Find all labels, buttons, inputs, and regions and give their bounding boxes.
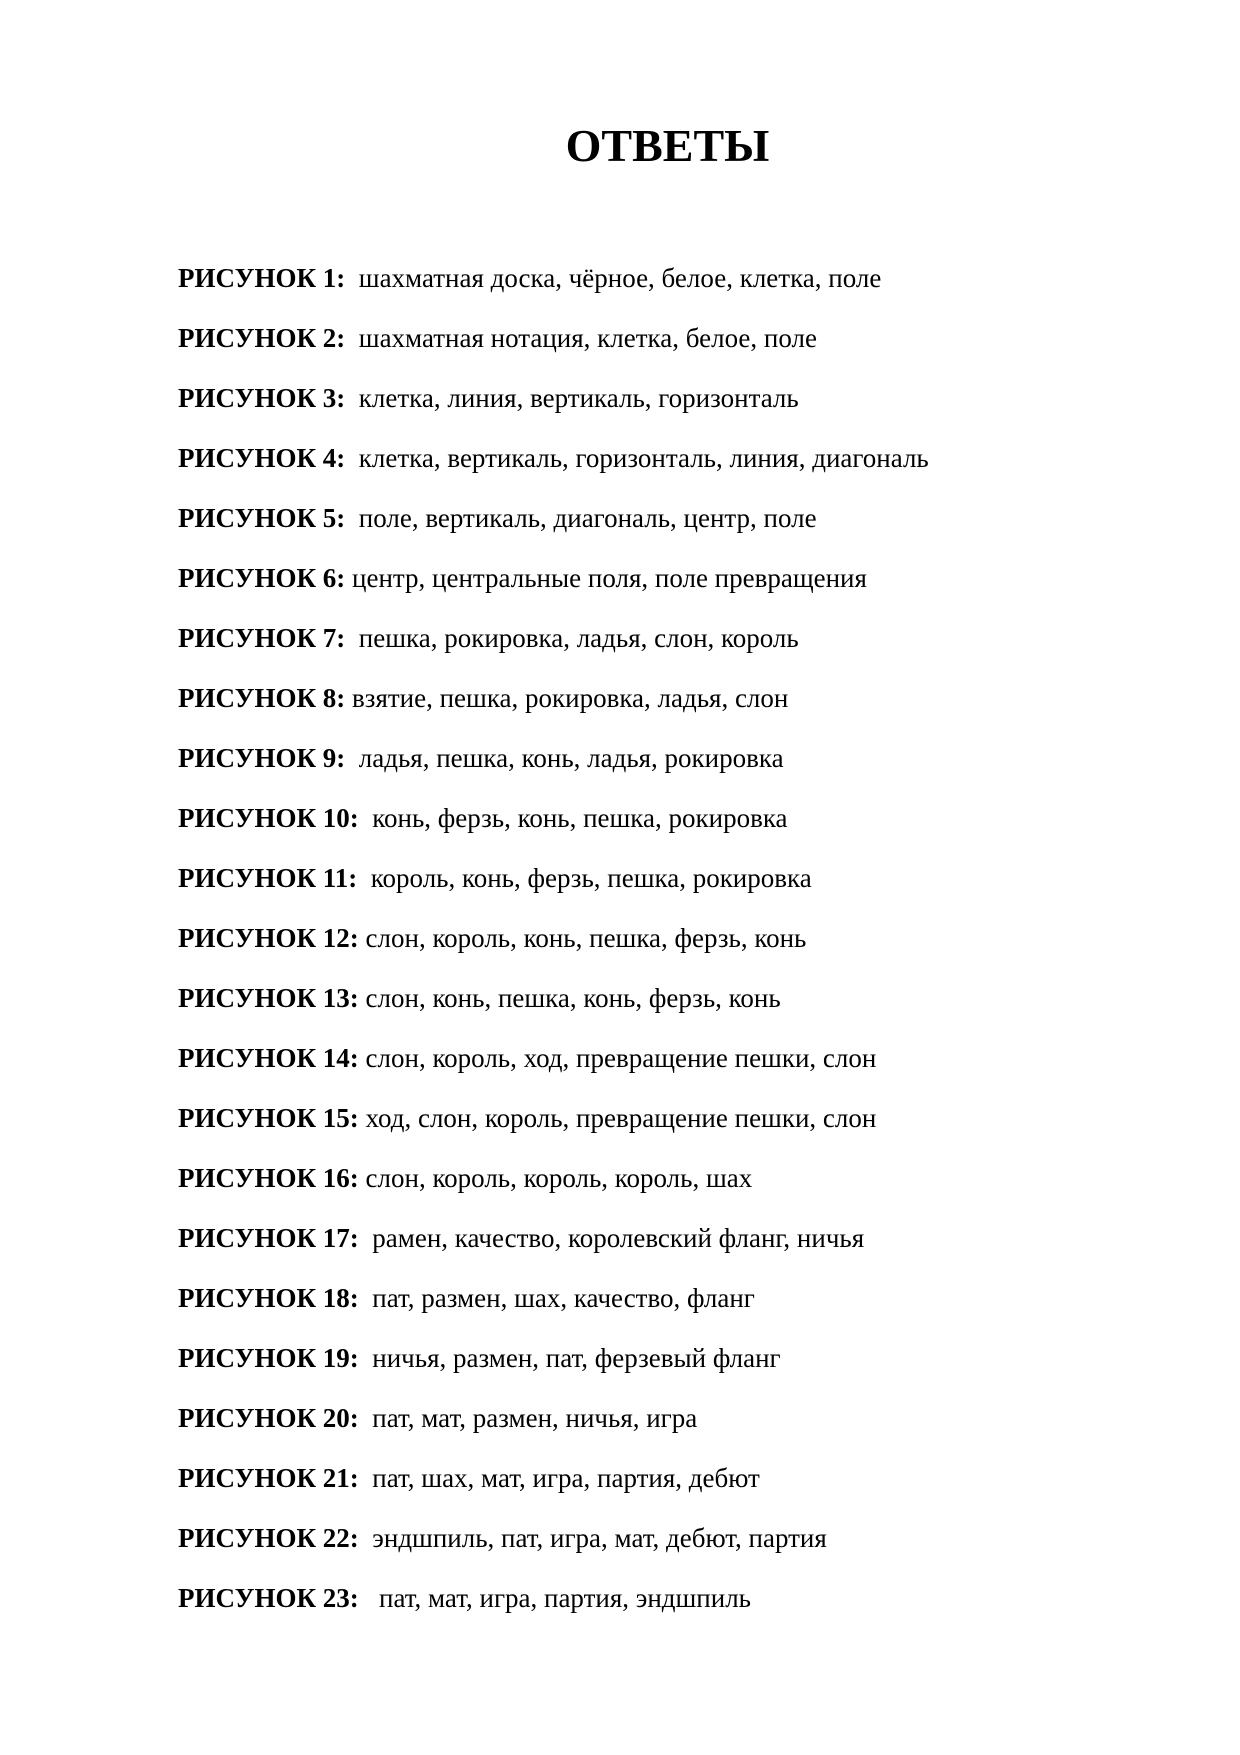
answer-label: РИСУНОК 12: (178, 923, 359, 953)
answer-row-8 (178, 674, 1178, 734)
answer-row-4 (178, 434, 1178, 494)
answer-label: РИСУНОК 3: (178, 383, 346, 413)
answer-row-20 (178, 1394, 1178, 1454)
answer-label: РИСУНОК 16: (178, 1163, 359, 1193)
answer-text: клетка, вертикаль, горизонталь, линия, диагональ (345, 443, 929, 473)
answer-text: слон, конь, пешка, конь, ферзь, конь (358, 983, 781, 1013)
answer-label: РИСУНОК 1: (178, 263, 346, 293)
answer-label: РИСУНОК 6: (178, 563, 346, 593)
answer-label: РИСУНОК 20: (178, 1403, 359, 1433)
answer-text: слон, король, ход, превращение пешки, слон (358, 1043, 877, 1073)
answer-label: РИСУНОК 7: (178, 623, 346, 653)
answer-label: РИСУНОК 19: (178, 1343, 359, 1373)
answer-label: РИСУНОК 8: (178, 683, 346, 713)
answer-label: РИСУНОК 5: (178, 503, 346, 533)
answer-row-2 (178, 314, 1178, 374)
answer-text: взятие, пешка, рокировка, ладья, слон (345, 683, 789, 713)
answers-list (178, 254, 1178, 1634)
answer-row-9 (178, 734, 1178, 794)
answer-label: РИСУНОК 21: (178, 1463, 359, 1493)
answer-label: РИСУНОК 13: (178, 983, 359, 1013)
answer-text: центр, центральные поля, поле превращения (345, 563, 867, 593)
answer-row-13 (178, 974, 1178, 1034)
answer-label: РИСУНОК 2: (178, 323, 346, 353)
answer-text: клетка, линия, вертикаль, горизонталь (345, 383, 799, 413)
answer-text: эндшпиль, пат, игра, мат, дебют, партия (358, 1523, 827, 1553)
answer-row-5 (178, 494, 1178, 554)
answer-label: РИСУНОК 11: (178, 863, 358, 893)
answer-label: РИСУНОК 4: (178, 443, 346, 473)
answer-text: пат, мат, размен, ничья, игра (358, 1403, 698, 1433)
answer-label: РИСУНОК 15: (178, 1103, 359, 1133)
answer-text: слон, король, король, король, шах (358, 1163, 753, 1193)
answer-row-7 (178, 614, 1178, 674)
answer-row-12 (178, 914, 1178, 974)
answer-text: шахматная доска, чёрное, белое, клетка, поле (345, 263, 882, 293)
answer-text: поле, вертикаль, диагональ, центр, поле (345, 503, 817, 533)
page-title: ОТВЕТЫ (565, 120, 770, 171)
answer-label: РИСУНОК 18: (178, 1283, 359, 1313)
answer-row-15 (178, 1094, 1178, 1154)
answer-text: пат, размен, шах, качество, фланг (358, 1283, 755, 1313)
answer-text: пат, шах, мат, игра, партия, дебют (358, 1463, 760, 1493)
answer-text: ничья, размен, пат, ферзевый фланг (358, 1343, 781, 1373)
answer-row-14 (178, 1034, 1178, 1094)
answer-text: пат, мат, игра, партия, эндшпиль (358, 1583, 751, 1613)
answer-text: слон, король, конь, пешка, ферзь, конь (358, 923, 807, 953)
answer-row-11 (178, 854, 1178, 914)
answer-row-1 (178, 254, 1178, 314)
answer-text: ход, слон, король, превращение пешки, слон (358, 1103, 877, 1133)
answer-text: король, конь, ферзь, пешка, рокировка (357, 863, 812, 893)
answer-label: РИСУНОК 9: (178, 743, 346, 773)
answer-row-16 (178, 1154, 1178, 1214)
answer-row-18 (178, 1274, 1178, 1334)
answer-row-21 (178, 1454, 1178, 1514)
answer-row-22 (178, 1514, 1178, 1574)
answer-text: пешка, рокировка, ладья, слон, король (345, 623, 799, 653)
answer-row-23 (178, 1574, 1178, 1634)
answer-row-6 (178, 554, 1178, 614)
answer-label: РИСУНОК 17: (178, 1223, 359, 1253)
answer-label: РИСУНОК 14: (178, 1043, 359, 1073)
answer-label: РИСУНОК 23: (178, 1583, 359, 1613)
answer-label: РИСУНОК 10: (178, 803, 359, 833)
answer-row-3 (178, 374, 1178, 434)
answer-row-17 (178, 1214, 1178, 1274)
answer-row-10 (178, 794, 1178, 854)
answer-text: рамен, качество, королевский фланг, ничья (358, 1223, 865, 1253)
answer-text: ладья, пешка, конь, ладья, рокировка (345, 743, 784, 773)
answer-row-19 (178, 1334, 1178, 1394)
answer-label: РИСУНОК 22: (178, 1523, 359, 1553)
answer-text: конь, ферзь, конь, пешка, рокировка (358, 803, 788, 833)
answer-text: шахматная нотация, клетка, белое, поле (345, 323, 817, 353)
